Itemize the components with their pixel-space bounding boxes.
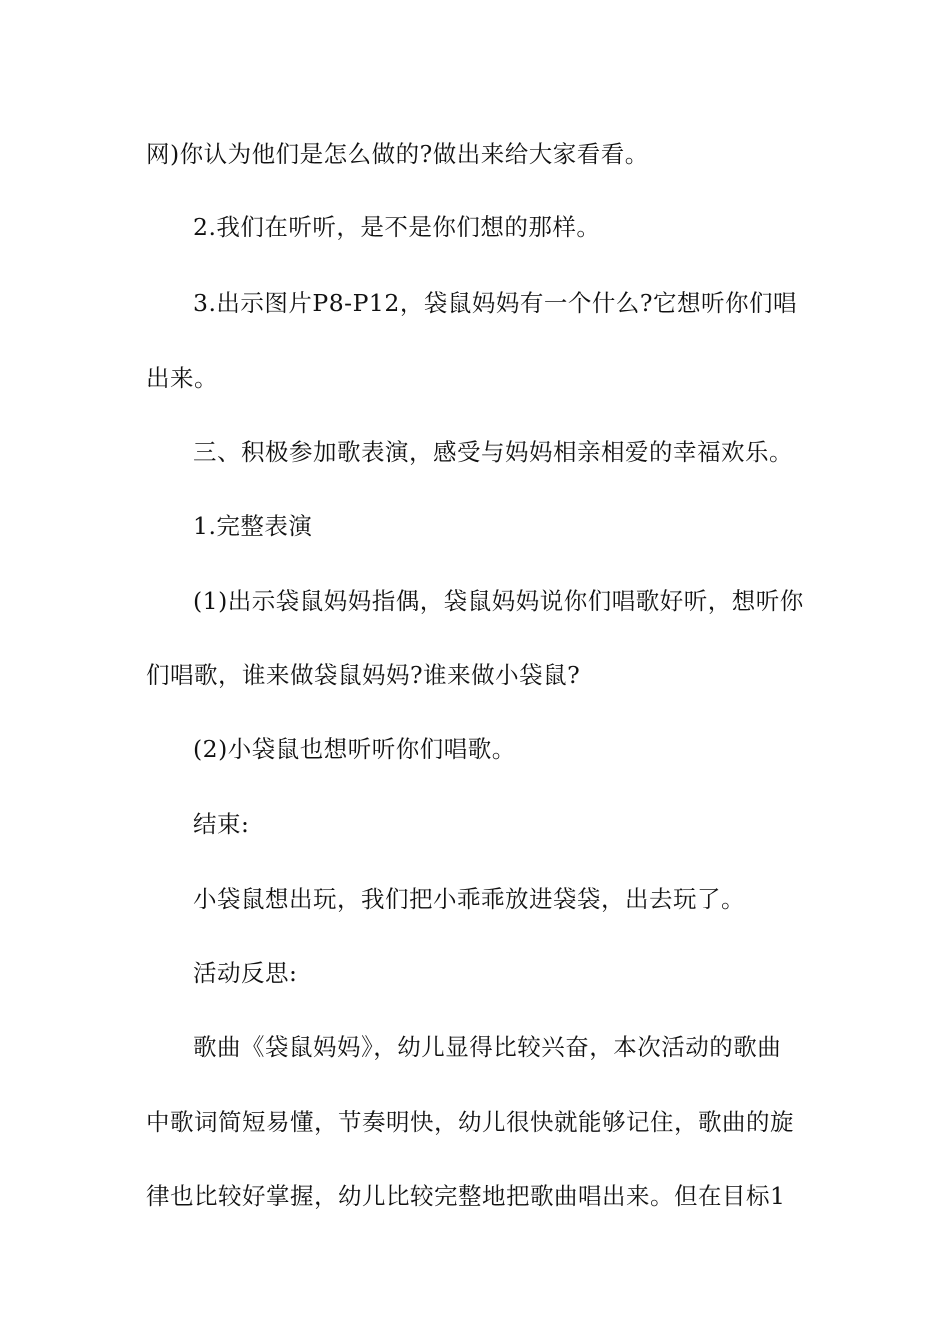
section-label: 结束: xyxy=(193,810,250,838)
paragraph-line: 歌曲《袋鼠妈妈》，幼儿显得比较兴奋，本次活动的歌曲 xyxy=(193,1033,782,1061)
paragraph-line: 网)你认为他们是怎么做的?做出来给大家看看。 xyxy=(146,140,649,168)
paragraph-line: (1)出示袋鼠妈妈指偶，袋鼠妈妈说你们唱歌好听，想听你 xyxy=(193,587,804,615)
section-label: 活动反思: xyxy=(193,959,298,987)
paragraph-line: 们唱歌，谁来做袋鼠妈妈?谁来做小袋鼠? xyxy=(146,661,581,689)
paragraph-line: 2.我们在听听，是不是你们想的那样。 xyxy=(193,213,601,241)
paragraph-line: 3.出示图片P8-P12，袋鼠妈妈有一个什么?它想听你们唱 xyxy=(193,289,797,317)
paragraph-line: 出来。 xyxy=(146,364,218,392)
paragraph-line: 小袋鼠想出玩，我们把小乖乖放进袋袋，出去玩了。 xyxy=(193,885,745,913)
paragraph-line: 律也比较好掌握，幼儿比较完整地把歌曲唱出来。但在目标1 xyxy=(146,1182,786,1210)
paragraph-line: 中歌词简短易懂，节奏明快，幼儿很快就能够记住，歌曲的旋 xyxy=(146,1108,794,1136)
section-heading: 三、积极参加歌表演，感受与妈妈相亲相爱的幸福欢乐。 xyxy=(193,438,793,466)
subsection-heading: 1.完整表演 xyxy=(193,512,313,540)
paragraph-line: (2)小袋鼠也想听听你们唱歌。 xyxy=(193,735,516,763)
